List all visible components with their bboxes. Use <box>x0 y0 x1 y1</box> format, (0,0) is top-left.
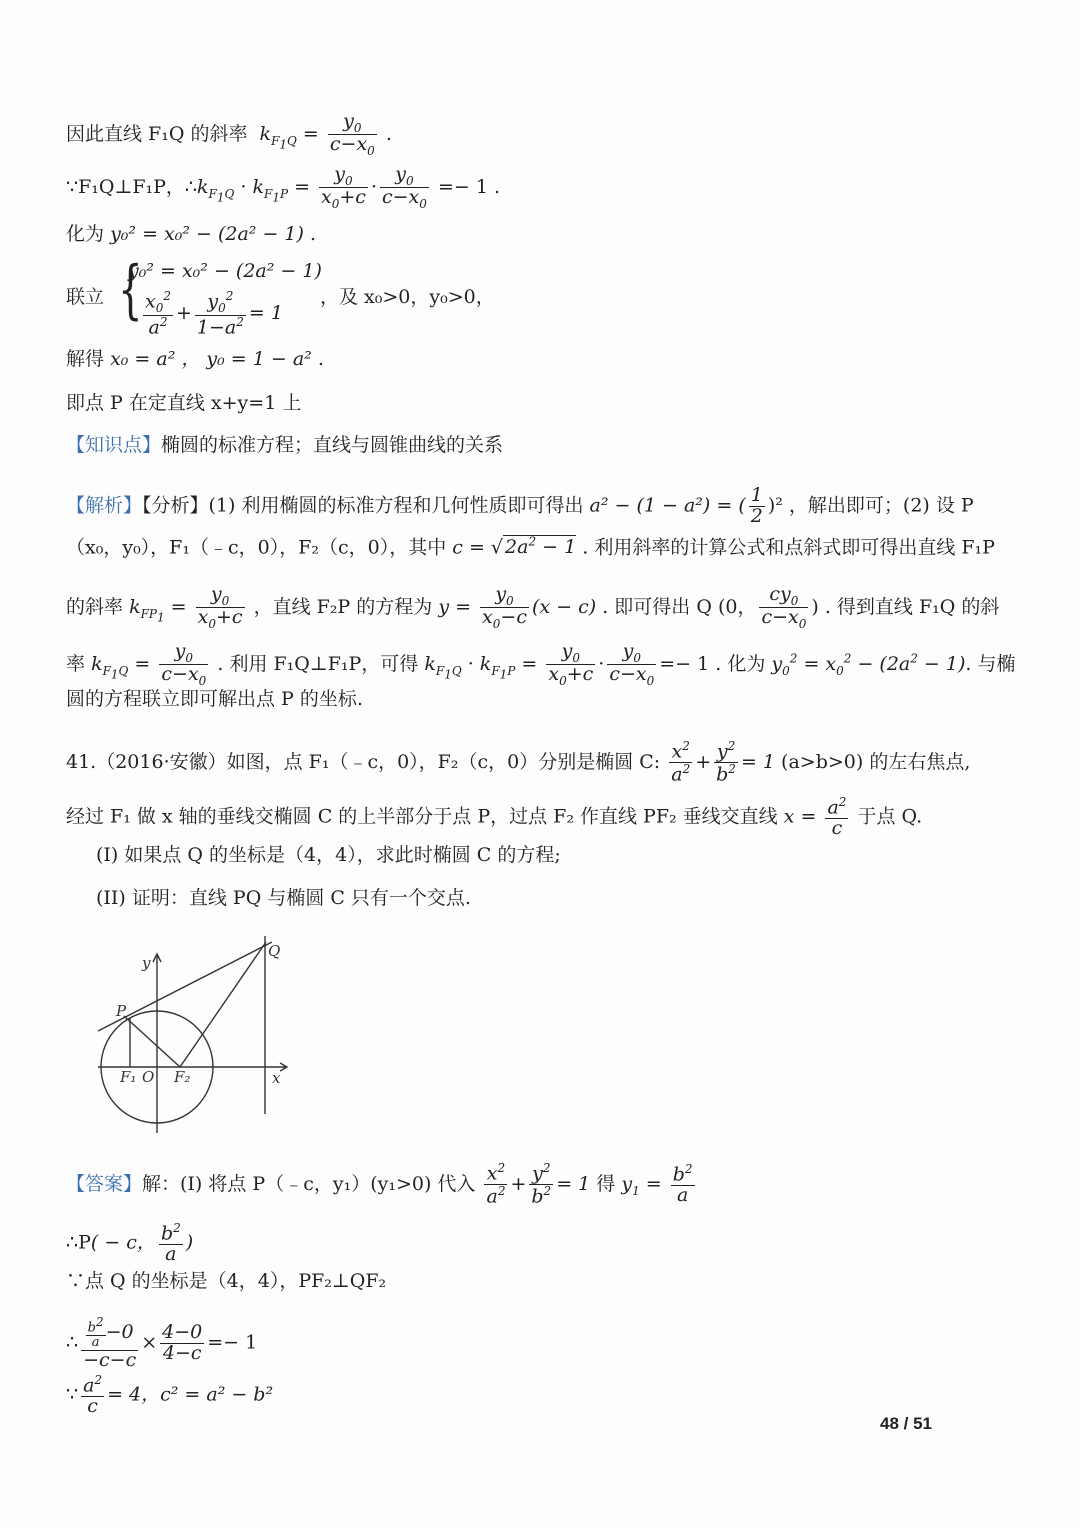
analysis-text: 的斜率 <box>66 595 124 618</box>
answer-text: ∴P <box>66 1231 91 1254</box>
answer-eq: = 4，c² = a² − b² <box>107 1383 274 1406</box>
answer-line-4: ∴ $\frac{b^2}{a}$ −0 −c−c × $\frac{4-0}{4-c}$ =− 1 <box>66 1315 258 1371</box>
answer-text: ∵点 Q 的坐标是（4，4），PF₂⊥QF₂ <box>66 1270 387 1292</box>
label-f2: F₂ <box>174 1068 191 1086</box>
analysis-text: )² ，解出即可；(2) 设 P <box>767 494 974 517</box>
analysis-tag: 【解析】 <box>66 494 143 517</box>
label-f1: F₁ <box>120 1068 137 1086</box>
answer-line-3 <box>66 1272 386 1291</box>
line-system-eq2: $\frac{x_0^2}{a^2}$ + $\frac{y_0^2}{1-a^2}$ = 1 <box>145 289 283 339</box>
label-x: x <box>272 1069 281 1087</box>
problem-41-part-2 <box>96 889 471 908</box>
line-system-cond <box>320 288 495 307</box>
knowledge-tag: 【知识点】 <box>66 434 162 456</box>
label-o: O <box>142 1068 155 1086</box>
analysis-text: 率 <box>66 652 86 675</box>
analysis-eq: a² − (1 − a²) = ( <box>589 494 746 517</box>
problem-part: (II) 证明：直线 PQ 与椭圆 C 只有一个交点. <box>96 887 471 909</box>
analysis-text: =− 1 . 化为 <box>659 652 766 675</box>
analysis-line-3: 的斜率 $k_{FP_1}$ = $\frac{y_0}{x_0+c}$ ，直线 F₂P 的方程为 y = $\frac{y_0}{x_0-c}$ (x − c) . 即可得出 Q (0， $\frac{cy_0}{c-x_0}$ ) . 得到直线 F₁Q 的斜 <box>66 583 1000 632</box>
analysis-text: . 与椭 <box>965 652 1016 675</box>
answer-line-1: 【答案】解：(I) 将点 P（﹣c，y₁）(y₁>0) 代入 $\frac{x^2}{a^2}$ + $\frac{y^2}{b^2}$ = 1 得 $y_1$ = $\frac{b^2}{a}$ <box>66 1161 693 1208</box>
analysis-text: ) . 得到直线 F₁Q 的斜 <box>811 595 1000 618</box>
knowledge-point <box>66 436 503 455</box>
analysis-line-5 <box>66 690 363 709</box>
system-condition: ，及 x₀>0，y₀>0， <box>320 286 495 308</box>
answer-text: 得 <box>596 1172 616 1195</box>
line-text: 化为 <box>66 223 105 245</box>
answer-text: 解：(I) 将点 P（﹣c，y₁）(y₁>0) 代入 <box>142 1172 476 1195</box>
problem-41-line-2: 经过 F₁ 做 x 轴的垂线交椭圆 C 的上半部分于点 P，过点 F₂ 作直线 PF₂ 垂线交直线 x = $\frac{a^2}{c}$ 于点 Q. <box>66 795 923 840</box>
line-solution <box>66 350 324 369</box>
knowledge-text: 椭圆的标准方程；直线与圆锥曲线的关系 <box>161 434 504 456</box>
problem-text: (a>b>0) 的左右焦点, <box>781 750 971 773</box>
answer-tag: 【答案】 <box>66 1172 143 1195</box>
analysis-text: （x₀，y₀），F₁（﹣c，0），F₂（c，0），其中 <box>66 536 447 559</box>
answer-line-5: ∵ $\frac{a^2}{c}$ = 4，c² = a² − b² <box>66 1373 274 1418</box>
line-text: 解得 <box>66 348 105 370</box>
analysis-text: . 即可得出 Q (0， <box>602 595 757 618</box>
line-equation: y₀² = x₀² − (2a² − 1) . <box>110 223 317 245</box>
system-eq1: y₀² = x₀² − (2a² − 1) <box>128 260 322 282</box>
ellipse-figure <box>90 928 310 1140</box>
line-text: ∵F₁Q⊥F₁P，∴ <box>66 175 198 198</box>
problem-part: (I) 如果点 Q 的坐标是（4，4），求此时椭圆 C 的方程; <box>96 844 561 866</box>
line-result: =− 1 . <box>437 175 501 198</box>
line-text: 因此直线 F₁Q 的斜率 <box>66 122 248 145</box>
problem-text: 41.（2016·安徽）如图，点 F₁（﹣c，0），F₂（c，0）分别是椭圆 C: <box>66 750 661 773</box>
analysis-text: . 利用斜率的计算公式和点斜式即可得出直线 F₁P <box>582 536 995 559</box>
segment-f2q <box>180 942 266 1067</box>
line-text: 联立 <box>66 286 105 308</box>
line-simplify <box>66 225 316 244</box>
analysis-text: . 利用 F₁Q⊥F₁P，可得 <box>217 652 419 675</box>
analysis-line-1: 【解析】【分析】(1) 利用椭圆的标准方程和几何性质即可得出 a² − (1 − a²) = ( $\frac{1}{2}$ )² ，解出即可；(2) 设 P <box>66 484 974 527</box>
label-y: y <box>142 954 151 972</box>
line-system-eq1 <box>128 262 322 281</box>
label-q: Q <box>268 942 281 960</box>
problem-41-line-1: 41.（2016·安徽）如图，点 F₁（﹣c，0），F₂（c，0）分别是椭圆 C: $\frac{x^2}{a^2}$ + $\frac{y^2}{b^2}$ = 1 (a>b>0) 的左右焦点, <box>66 739 971 786</box>
problem-41-part-1 <box>96 846 561 865</box>
answer-text: =− 1 <box>207 1331 258 1354</box>
problem-text: 经过 F₁ 做 x 轴的垂线交椭圆 C 的上半部分于点 P，过点 F₂ 作直线 PF₂ 垂线交直线 <box>66 805 778 828</box>
analysis-text: 【分析】(1) 利用椭圆的标准方程和几何性质即可得出 <box>142 494 584 517</box>
analysis-text: ，直线 F₂P 的方程为 <box>253 595 433 618</box>
page-number: 48 / 51 <box>880 1414 932 1433</box>
analysis-line-4: 率 $k_{F_1Q}$ = $\frac{y_0}{c-x_0}$ . 利用 F₁Q⊥F₁P，可得 $k_{F_1Q} \cdot k_{F_1P}$ = $\frac{y_0}{x_0+c}$ · $\frac{y_0}{c-x_0}$ =− 1 . 化为 $y_0^2 = x_0^2 - (2a^2 - 1)$. 与椭 <box>66 640 1016 689</box>
problem-text: 于点 Q. <box>857 805 923 828</box>
answer-text: ∴ <box>66 1331 79 1354</box>
system-brace: { <box>118 253 143 327</box>
segment-pf2 <box>124 1016 180 1067</box>
line-slope-f1q: 因此直线 F₁Q 的斜率 $k_{F_1Q}$ = $\frac{y_0}{c-x_0}$ . <box>66 110 392 159</box>
line-perpendicular: ∵F₁Q⊥F₁P，$\therefore k_{F_1Q} \cdot k_{F_1P}$ = $\frac{y_0}{x_0+c}$ · $\frac{y_0}{c-x_0}$ =− 1 . <box>66 163 501 212</box>
answer-text: ∵ <box>66 1383 79 1406</box>
analysis-line-2: （x₀，y₀），F₁（﹣c，0），F₂（c，0），其中 c = √ $2a^2 - 1$ . 利用斜率的计算公式和点斜式即可得出直线 F₁P <box>66 535 995 559</box>
line-text: 即点 P 在定直线 x+y=1 上 <box>66 392 302 414</box>
line-conclusion <box>66 394 301 413</box>
line-system-label <box>66 288 104 307</box>
label-p: P <box>116 1002 127 1020</box>
line-equation: x₀ = a² ， y₀ = 1 − a² . <box>110 348 324 370</box>
analysis-text: 圆的方程联立即可解出点 P 的坐标. <box>66 688 363 710</box>
answer-line-2: ∴P( − c， $\frac{b^2}{a}$ ) <box>66 1221 194 1266</box>
